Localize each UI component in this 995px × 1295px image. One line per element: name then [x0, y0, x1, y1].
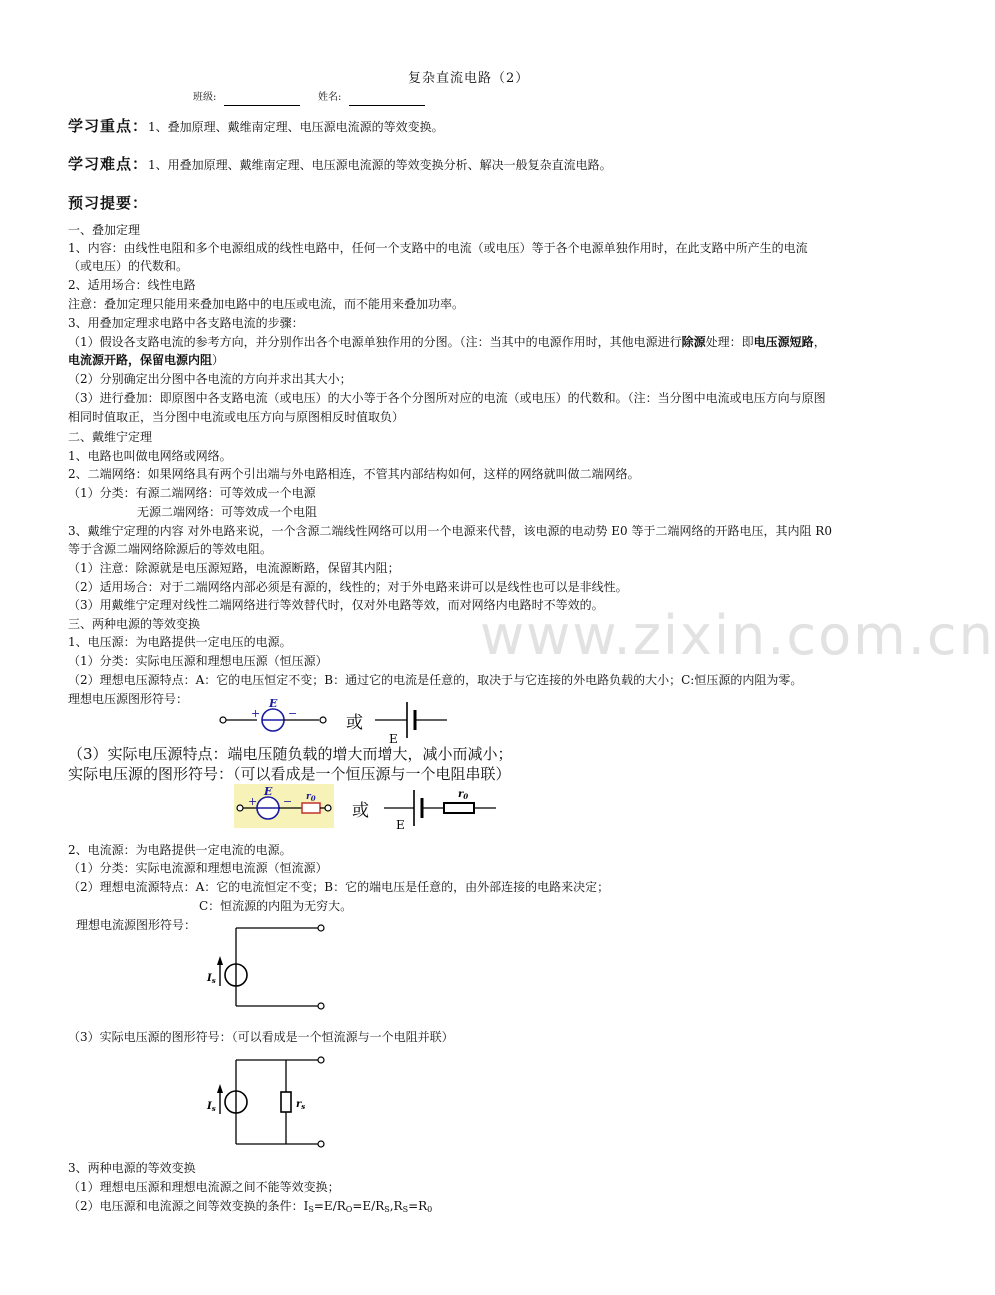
- s3-line: （1）理想电压源和理想电流源之间不能等效变换；: [68, 1180, 340, 1194]
- s1-line: （2）分别确定出分图中各电流的方向并求出其大小；: [68, 372, 352, 386]
- s3-line: （1）分类：实际电压源和理想电压源（恒压源）: [68, 654, 328, 668]
- difficulties: [68, 156, 612, 173]
- s1-step1-text2: 处理：即: [705, 335, 754, 349]
- s2-heading: 二、戴维宁定理: [68, 430, 153, 444]
- s1-line: （或电压）的代数和。: [68, 259, 189, 273]
- resistor-icon: [444, 803, 474, 813]
- s1-line: 1、内容：由线性电阻和多个电源组成的线性电路中，任何一个支路中的电流（或电压）等于各个电源单独作用时，在此支路中所产生的电流: [68, 241, 808, 255]
- plus-sign: +: [251, 707, 261, 720]
- resistor-icon: [302, 803, 320, 813]
- s1-line: 2、适用场合：线性电路: [68, 278, 196, 292]
- s1-step1-bold: 除源: [681, 335, 706, 349]
- s1-step1-bold2: 电压源短路: [753, 335, 814, 349]
- s3-conversion-text: （2）电压源和电流源之间等效变换的条件：: [68, 1199, 304, 1213]
- s1-step1-cont: [68, 352, 224, 368]
- s1-step1-bold3: 电流源开路，保留电源内阻: [68, 353, 213, 367]
- s3-line: C：恒流源的内阻为无穷大。: [199, 899, 353, 913]
- s2-line: 无源二端网络：可等效成一个电阻: [137, 505, 318, 519]
- rs-label: $r_s$: [296, 1099, 306, 1111]
- s3-line: 2、电流源：为电路提供一定电流的电源。: [68, 843, 292, 857]
- s2-line: 等于含源二端网络除源后的等效电阻。: [68, 542, 273, 556]
- s2-line: （1）注意：除源就是电压源短路，电流源断路，保留其内阻；: [68, 561, 400, 575]
- preview-label: 预习提要：: [68, 194, 149, 212]
- minus-sign: −: [283, 795, 293, 808]
- class-label: 班级:: [193, 92, 217, 103]
- s2-line: （2）适用场合：对于二端网络内部必须是有源的，线性的；对于外电路来讲可以是线性也可以是非线性。: [68, 580, 628, 594]
- minus-sign: −: [288, 707, 298, 720]
- key-points-text: 1、叠加原理、戴维南定理、电压源电流源的等效变换。: [148, 120, 444, 134]
- s3-heading: 三、两种电源的等效变换: [68, 617, 201, 631]
- or-label: 或: [352, 801, 369, 821]
- plus-sign: +: [248, 795, 258, 808]
- name-field: [318, 90, 425, 106]
- s1-step1-text: （1）假设各支路电流的参考方向，并分别作出各个电源单独作用的分图。（注：当其中的电源作用时，其他电源进行: [68, 335, 682, 349]
- battery-e-label: E: [389, 732, 398, 746]
- s3-line: （3）实际电压源的图形符号：（可以看成是一个恒流源与一个电阻并联）: [68, 1030, 454, 1044]
- s1-line: 注意：叠加定理只能用来叠加电路中的电压或电流，而不能用来叠加功率。: [68, 297, 465, 311]
- emf-label: E: [269, 697, 278, 710]
- key-points: [68, 118, 444, 135]
- difficulties-label: 学习难点：: [68, 155, 149, 173]
- practical-voltage-source-diagram: [232, 782, 502, 832]
- practical-current-source-diagram: [200, 1052, 330, 1156]
- key-points-label: 学习重点：: [68, 117, 149, 135]
- resistor-icon: [281, 1092, 291, 1112]
- s2-line: 1、电路也叫做电网络或网络。: [68, 449, 232, 463]
- name-blank[interactable]: [349, 93, 425, 106]
- s1-heading: 一、叠加定理: [68, 223, 141, 237]
- ideal-current-source-diagram: [200, 920, 330, 1022]
- s3-line: 理想电流源图形符号：: [76, 918, 197, 932]
- class-field: [193, 90, 300, 106]
- emf-label: E: [264, 785, 273, 798]
- watermark: www.zixin.com.cn: [480, 604, 995, 667]
- page-title: 复杂直流电路（2）: [408, 71, 530, 86]
- name-label: 姓名:: [318, 92, 342, 103]
- s3-line: 实际电压源的图形符号：（可以看成是一个恒压源与一个电阻串联）: [68, 765, 511, 783]
- conversion-formula: $I_S=E/R_O=E/R_S,R_S=R_0$: [303, 1199, 433, 1214]
- r0-label: $r_0$: [306, 792, 316, 803]
- battery-e-label: E: [396, 818, 405, 832]
- s1-line: 3、用叠加定理求电路中各支路电流的步骤：: [68, 316, 304, 330]
- s1-step1: [68, 334, 826, 350]
- s2-line: （3）用戴维宁定理对线性二端网络进行等效替代时，仅对外电路等效，而对网络内电路时不等效的。: [68, 598, 604, 612]
- s2-line: 3、戴维宁定理的内容 对外电路来说，一个含源二端线性网络可以用一个电源来代替，该电源的电动势 E0 等于二端网络的开路电压，其内阻 R0: [68, 524, 832, 538]
- s3-line: 1、电压源：为电路提供一定电压的电源。: [68, 635, 292, 649]
- r0-label: $r_0$: [458, 789, 469, 801]
- s2-line: 2、二端网络：如果网络具有两个引出端与外电路相连，不管其内部结构如何，这样的网络就叫做二端网络。: [68, 467, 640, 481]
- ideal-voltage-source-diagram: [215, 698, 455, 746]
- s1-step1-close: ）: [212, 353, 225, 367]
- s3-conversion: [68, 1198, 432, 1218]
- s3-line: （1）分类：实际电流源和理想电流源（恒流源）: [68, 861, 328, 875]
- s1-step1-comma: ，: [813, 335, 826, 349]
- s3-line: 3、两种电源的等效变换: [68, 1161, 196, 1175]
- s3-line: （2）理想电压源特点：A：它的电压恒定不变；B：通过它的电流是任意的，取决于与它连接的外电路负载的大小；C:恒压源的内阻为零。: [68, 673, 803, 687]
- s3-line: 理想电压源图形符号：: [68, 692, 189, 706]
- or-label: 或: [346, 713, 363, 733]
- s3-line: （3）实际电压源特点：端电压随负载的增大而增大，减小而减小；: [68, 745, 513, 763]
- class-blank[interactable]: [224, 93, 300, 106]
- s2-line: （1）分类：有源二端网络：可等效成一个电源: [68, 486, 316, 500]
- is-label: $I_s$: [207, 1101, 216, 1113]
- s1-line: 相同时值取正，当分图中电流或电压方向与原图相反时值取负）: [68, 410, 405, 424]
- is-label: $I_s$: [207, 973, 216, 985]
- s1-line: （3）进行叠加：即原图中各支路电流（或电压）的大小等于各个分图所对应的电流（或电压）的代数和。（注：当分图中电流或电压方向与原图: [68, 391, 826, 405]
- difficulties-text: 1、用叠加原理、戴维南定理、电压源电流源的等效变换分析、解决一般复杂直流电路。: [148, 158, 612, 172]
- s3-line: （2）理想电流源特点：A：它的电流恒定不变；B：它的端电压是任意的，由外部连接的电路来决定；: [68, 880, 610, 894]
